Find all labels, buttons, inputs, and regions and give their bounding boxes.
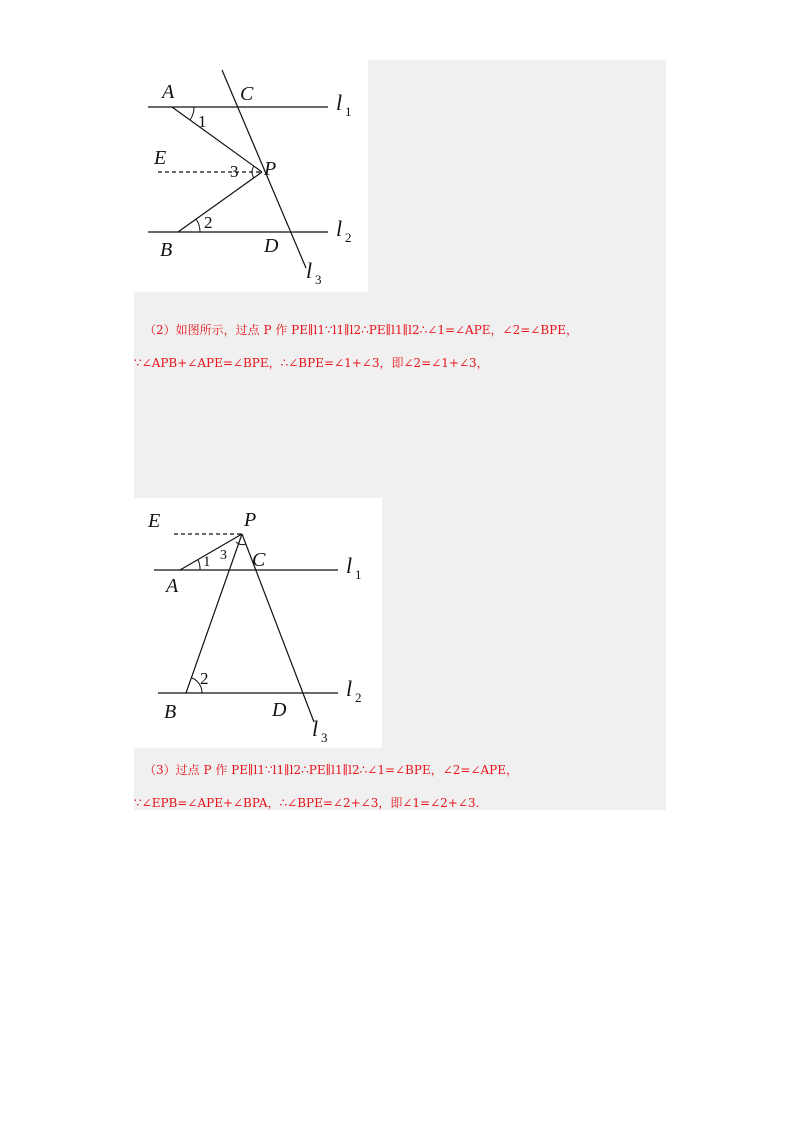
solution-2-line-2: ∵∠APB+∠APE=∠BPE，∴∠BPE=∠1+∠3，即∠2=∠1+∠3， [134,356,489,370]
line-l2-label: l [346,676,353,701]
label-D: D [264,235,279,257]
solution-2-line-1: （2）如图所示，过点 P 作 PE∥l1∵l1∥l2∴PE∥l1∥l2∴∠1=∠APE，∠2=∠BPE， [144,323,579,337]
geometry-figure-2 [134,498,382,748]
line-l3-subscript: 3 [315,272,322,287]
label-B: B [160,239,173,261]
line-l3-label: l [312,716,319,741]
label-D: D [272,699,287,721]
angle-2-label: 2 [204,213,213,232]
angle-3-label: 3 [230,162,239,181]
angle-1-arc [198,560,200,570]
angle-1-label: 1 [198,112,207,131]
line-l3-subscript: 3 [321,730,328,745]
segment-BP [186,534,242,693]
line-l2-subscript: 2 [345,230,352,245]
angle-3-arc [236,542,246,545]
figure-1-canvas [134,60,368,292]
geometry-figure-1 [134,60,368,292]
angle-3-label: 3 [220,548,227,563]
label-B: B [164,701,177,723]
angle-1-label: 1 [203,554,211,570]
angle-2-arc [196,219,200,232]
line-l1-label: l [346,553,353,578]
label-A: A [166,575,179,597]
line-l1-subscript: 1 [345,104,352,119]
segment-BP [178,172,262,232]
line-l2-subscript: 2 [355,690,362,705]
line-l2-label: l [336,216,343,241]
line-l3-label: l [306,258,313,283]
segment-AP [172,107,262,172]
solution-3-line-1: （3）过点 P 作 PE∥l1∵l1∥l2∴PE∥l1∥l2∴∠1=∠BPE，∠2=∠APE， [144,763,519,777]
label-C: C [240,83,254,105]
line-l1-subscript: 1 [355,567,362,582]
angle-2-label: 2 [200,669,209,688]
angle-1-arc [190,107,194,120]
segment-AP [180,534,242,570]
line-l1-label: l [336,90,343,115]
figure-2-canvas [134,498,382,748]
label-C: C [252,549,266,571]
solution-3-line-2: ∵∠EPB=∠APE+∠BPA，∴∠BPE=∠2+∠3，即∠1=∠2+∠3. [134,796,480,810]
label-E: E [154,147,167,169]
label-E: E [148,510,161,532]
label-A: A [162,81,175,103]
label-P: P [264,158,277,180]
label-P: P [244,509,257,531]
